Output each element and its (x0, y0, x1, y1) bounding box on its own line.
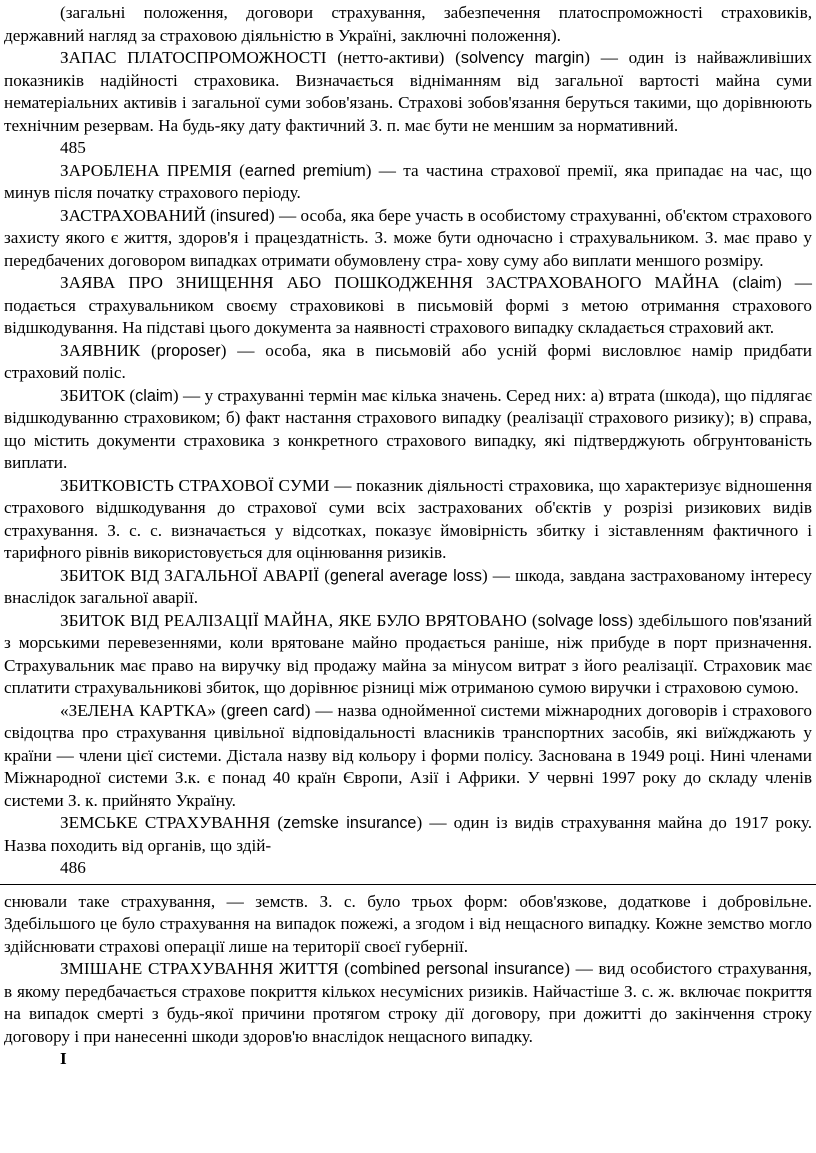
entry-definition: ) — назва однойменної системи міжнародних договорів і страхового свідоцтва про страхування цивільної відповідальності власників транспортних засобів, які виїжджають у країни — члени цієї системи. Дістала назву від кольору і форми полісу. Заснована в 1949 році. Нині членами Міжнародної системи З.к. є понад 40 країн Європи, Азії і Африки. У червні 1997 року до складу членів системи З. к. прийнято Україну. (4, 700, 813, 810)
entry-english-term: insured (215, 206, 269, 225)
entry-insured (4, 205, 812, 273)
entry-term: ЗМІШАНЕ СТРАХУВАННЯ ЖИТТЯ ( (60, 959, 351, 978)
entry-definition: ) — особа, яка в письмовій або усній формі висловлює намір придбати страховий поліс. (4, 340, 812, 382)
entry-english-term: solvage loss (537, 611, 628, 630)
entry-term: ЗАЯВА ПРО ЗНИЩЕННЯ АБО ПОШКОДЖЕННЯ ЗАСТРАХОВАНОГО МАЙНА ( (60, 273, 739, 292)
entry-english-term: zemske insurance (283, 814, 417, 832)
entry-loss-ratio: ЗБИТКОВІСТЬ СТРАХОВОЇ СУМИ — показник діяльності страховика, що характеризує відношення страхового відшкодування до страхової суми всіх застрахованих об'єктів у розрізі ризикових видів страхування. З. с. с. визначається у відсотках, показує ймовірність збитку і зіставленням фактичного і тарифного рівнів використовується для оцінювання ризиків. (4, 475, 812, 562)
entry-definition: ) — шкода, завдана застрахованому інтересу внаслідок загальної аварії. (4, 565, 813, 607)
entry-definition: ) — вид особистого страхування, в якому передбачається страхове покриття кількох несумісних ризиків. Найчастіше З. с. ж. включає покриття на випадок смерті з будь-якої причини протягом строку дії договору, при дожитті до закінчення строку договору і при нанесенні шкоди здоров'ю внаслідок нещасного випадку. (4, 959, 812, 1046)
entry-proposer (4, 340, 812, 385)
entry-definition: ) — у страхуванні термін має кілька значень. Серед них: а) втрата (шкода), що підлягає відшкодуванню страховиком; б) факт настання страхового випадку (реалізації страхового ризику); в) справа, що містить документи страховика з конкретного страхового випадку, які підтверджують обгрунтованість виплати. (4, 385, 812, 472)
entry-claim-statement (4, 272, 812, 340)
entry-english-term: earned premium (244, 161, 366, 180)
entry-english-term: combined personal insurance (350, 960, 565, 978)
entry-term: ЗБИТОК ВІД РЕАЛІЗАЦІЇ МАЙНА, ЯКЕ БУЛО ВРЯТОВАНО ( (60, 610, 538, 630)
entry-term: ЗАПАС ПЛАТОСПРОМОЖНОСТІ (нетто-активи) ( (60, 48, 461, 67)
entry-term: «ЗЕЛЕНА КАРТКА» ( (60, 700, 227, 720)
entry-english-term: green card (226, 701, 305, 720)
entry-green-card (4, 700, 812, 813)
paragraph-law-contents (4, 2, 812, 47)
entry-definition: ) здебільшого пов'язаний з морськими перевезеннями, коли врятоване майно продається раніше, ніж прибуде в порт призначення. Страхувальник має право на виручку від продажу майна за мінусом витрат з його реалізації. Страховик має сплатити страхувальникові збиток, що дорівнює різниці між отриманою сумою виручки і страховою сумою. (4, 610, 812, 697)
entry-term: ЗАРОБЛЕНА ПРЕМІЯ ( (60, 160, 245, 180)
entry-definition: ) — один із видів страхування майна до 1917 року. Назва походить від органів, що здій- (4, 813, 812, 855)
entry-solvage-loss (4, 610, 812, 700)
entry-english-term: proposer (156, 341, 221, 360)
section-letter-heading: І (60, 1049, 67, 1068)
entry-definition: ) — подається страхувальником своєму страховикові в письмовій формі з метою отримання страхового відшкодування. На підставі цього документа за наявності страхового випадку складається страховий акт. (4, 273, 812, 337)
entry-term: ЗАЯВНИК ( (60, 340, 157, 360)
entry-english-term: claim (738, 274, 776, 292)
entry-english-term: general average loss (329, 566, 482, 585)
entry-english-term: solvency margin (460, 49, 585, 67)
entry-english-term: claim (135, 386, 173, 405)
page-number-485: 485 (60, 138, 86, 157)
entry-term: ЗАСТРАХОВАНИЙ ( (60, 205, 216, 225)
entry-earned-premium (4, 160, 812, 205)
entry-zemske-continued: снювали таке страхування, — земств. З. с. було трьох форм: обов'язкове, додаткове і добровільне. Здебільшого це було страхування на випадок пожежі, а згодом і від нещасного випадку. Кожне земство могло здійснювати страхові операції лише на території своєї губернії. (4, 891, 812, 956)
entry-term: ЗБИТОК ВІД ЗАГАЛЬНОЇ АВАРІЇ ( (60, 565, 330, 585)
entry-solvency-margin (4, 47, 812, 137)
entry-definition: ) — один із найважливіших показників надійності страховика. Визначається відніманням від загальної вартості майна суми нематеріальних активів і загальної суми зобов'язань. Страхові зобов'язання беруться такими, що дорівнюють технічним резервам. На будь-яку дату фактичний З. п. має бути не меншим за нормативний. (4, 48, 812, 135)
entry-zemske-insurance (4, 812, 812, 857)
entry-general-average-loss (4, 565, 812, 610)
page-number-486: 486 (60, 858, 86, 877)
paragraph-text: (загальні положення, договори страхування, забезпечення платоспроможності страховиків, державний нагляд за страховою діяльністю в Україні, заключні положення). (4, 3, 812, 45)
page-divider (0, 884, 816, 885)
page-section-486 (0, 891, 816, 1071)
entry-claim-loss (4, 385, 812, 475)
entry-term: ЗЕМСЬКЕ СТРАХУВАННЯ ( (60, 813, 284, 832)
entry-combined-life-insurance (4, 958, 812, 1048)
entry-definition: ) — особа, яка бере участь в особистому страхуванні, об'єктом страхового захисту якого є життя, здоров'я і працездатність. З. може бути одночасно і страхувальником. З. має право у передбачених договором випадках отримати обумовлену стра- хову суму або виплати меншого розміру. (4, 205, 812, 270)
entry-definition: ) — та частина страхової премії, яка припадає на час, що минув після початку страхового періоду. (4, 160, 812, 202)
entry-term: ЗБИТОК ( (60, 385, 136, 405)
